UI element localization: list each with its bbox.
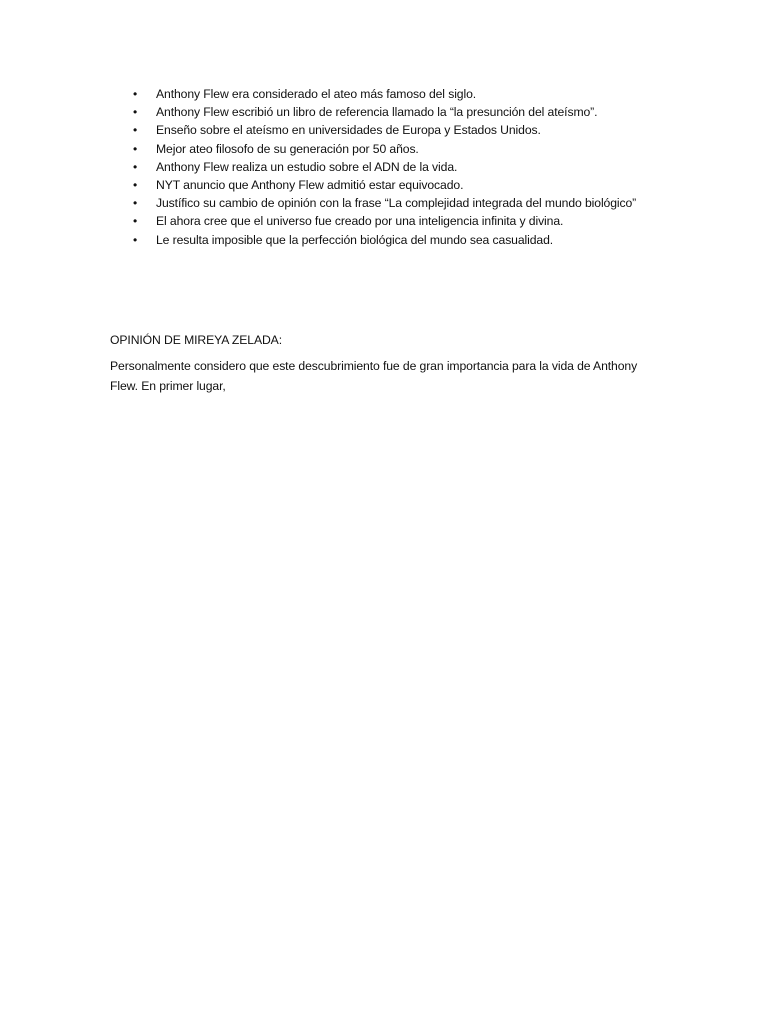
bullet-icon: • bbox=[133, 178, 138, 193]
bullet-icon: • bbox=[133, 159, 138, 174]
list-item bbox=[133, 158, 663, 176]
list-item bbox=[133, 194, 663, 212]
list-item bbox=[133, 121, 663, 139]
bullet-icon: • bbox=[133, 141, 138, 156]
bullet-text: Mejor ateo filosofo de su generación por 50 años. bbox=[156, 141, 419, 156]
bullet-text: Anthony Flew realiza un estudio sobre el ADN de la vida. bbox=[156, 159, 458, 174]
bullet-icon: • bbox=[133, 196, 138, 211]
bullet-icon: • bbox=[133, 214, 138, 229]
opinion-heading: OPINIÓN DE MIREYA ZELADA: bbox=[110, 333, 282, 347]
bullet-icon: • bbox=[133, 123, 138, 138]
list-item bbox=[133, 103, 663, 121]
list-item bbox=[133, 176, 663, 194]
bullet-list bbox=[133, 85, 663, 249]
opinion-paragraph: Personalmente considero que este descubrimiento fue de gran importancia para la vida de Anthony Flew. En primer lugar, bbox=[110, 359, 638, 393]
bullet-text: Anthony Flew era considerado el ateo más famoso del siglo. bbox=[156, 87, 477, 101]
bullet-text: NYT anuncio que Anthony Flew admitió estar equivocado. bbox=[156, 178, 464, 193]
bullet-text: El ahora cree que el universo fue creado por una inteligencia infinita y divina. bbox=[156, 214, 564, 229]
bullet-icon: • bbox=[133, 105, 138, 120]
bullet-text: Le resulta imposible que la perfección biológica del mundo sea casualidad. bbox=[156, 232, 554, 247]
list-item bbox=[133, 231, 663, 249]
list-item bbox=[133, 212, 663, 230]
bullet-icon: • bbox=[133, 232, 138, 247]
bullet-text: Justífico su cambio de opinión con la frase “La complejidad integrada del mundo biológico” bbox=[156, 196, 637, 211]
bullet-icon: • bbox=[133, 87, 138, 101]
bullet-text: Anthony Flew escribió un libro de referencia llamado la “la presunción del ateísmo”. bbox=[156, 105, 598, 120]
list-item bbox=[133, 85, 663, 103]
list-item bbox=[133, 140, 663, 158]
bullet-text: Enseño sobre el ateísmo en universidades de Europa y Estados Unidos. bbox=[156, 123, 541, 138]
